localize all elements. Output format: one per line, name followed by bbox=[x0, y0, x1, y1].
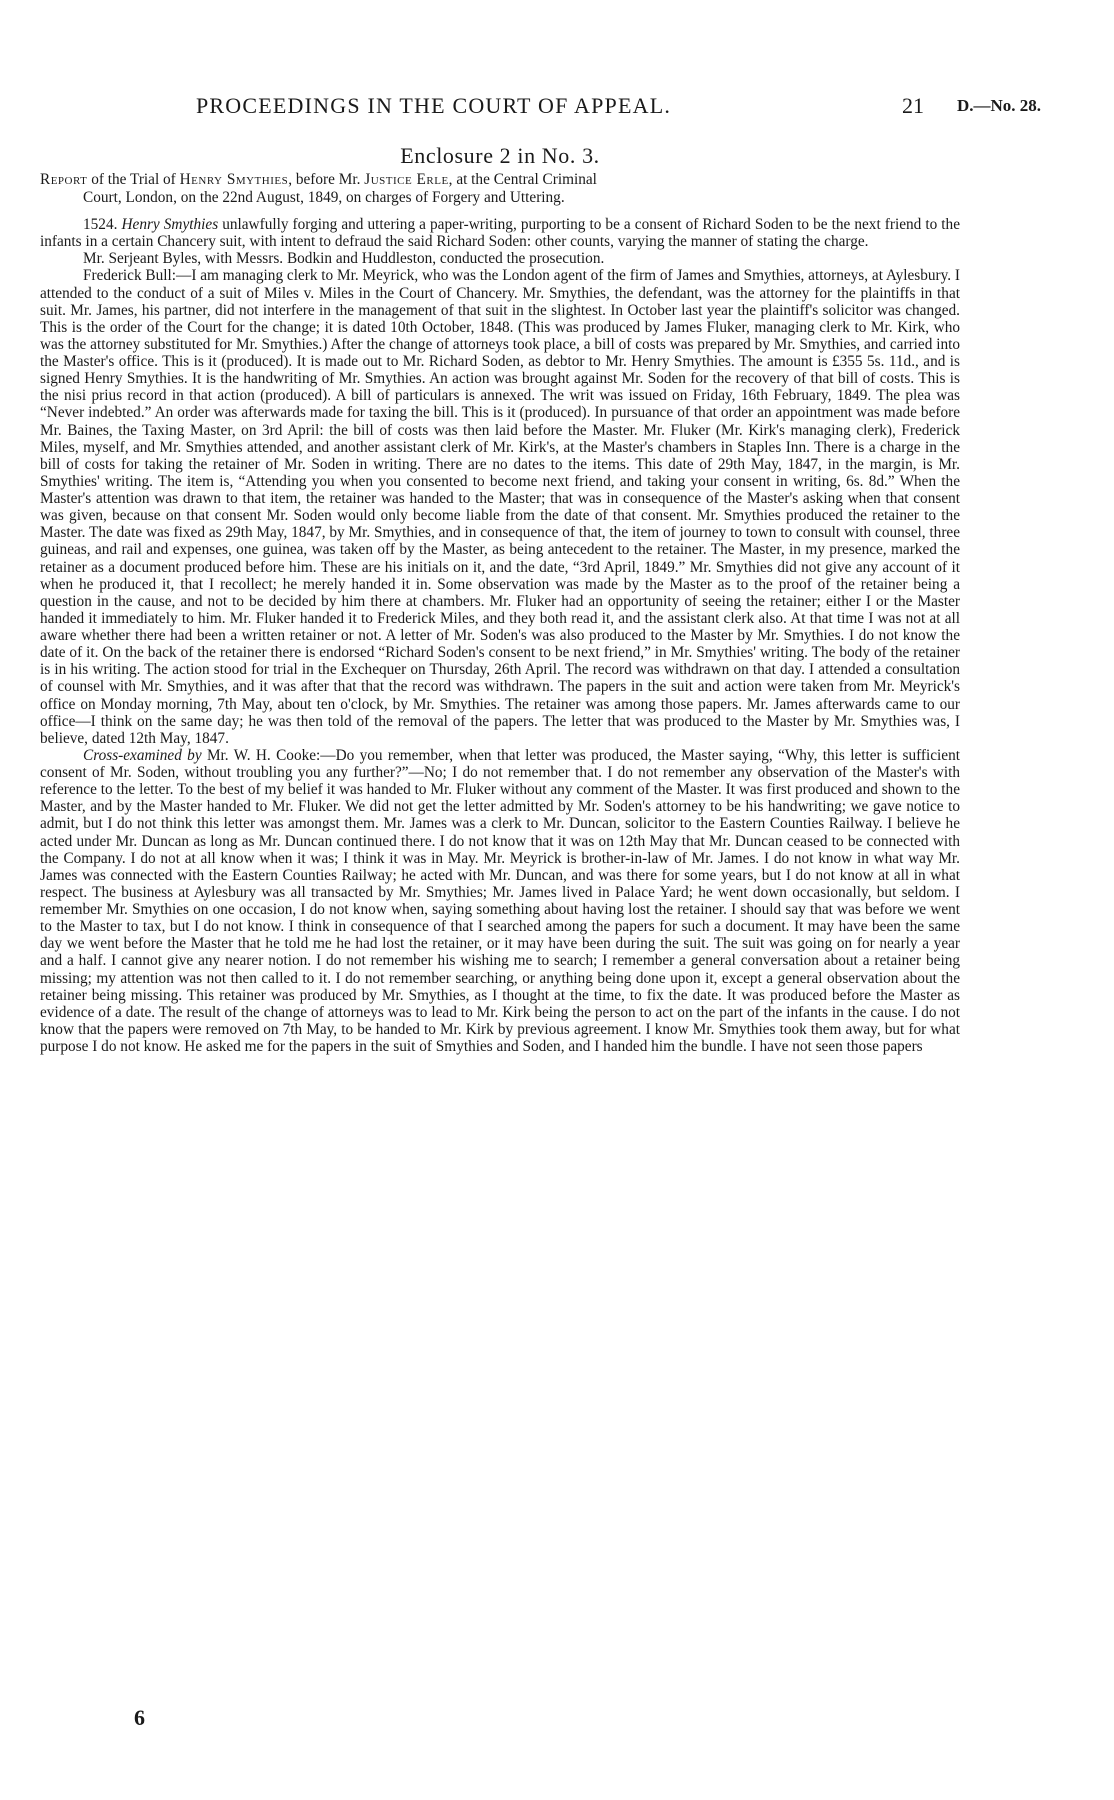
cross-examined-label: Cross-examined by bbox=[83, 746, 202, 764]
paragraph-testimony bbox=[40, 267, 960, 747]
judge-name: Justice Erle bbox=[364, 171, 449, 188]
defendant-italic: Henry Smythies bbox=[121, 216, 219, 233]
paragraph-text: unlawfully forging and uttering a paper-writing, purporting to be a consent of Richard Soden to be the next friend to the infants in a certain Chancery suit, with intent to defraud the said Richard Soden: other counts, varying the manner of stating the charge. bbox=[40, 216, 960, 251]
paragraph-counsel bbox=[40, 250, 960, 267]
signature-mark: 6 bbox=[134, 1705, 145, 1730]
paragraph-cross-examination bbox=[40, 747, 960, 1055]
document-body bbox=[40, 216, 960, 1055]
running-title: PROCEEDINGS IN THE COURT OF APPEAL. bbox=[196, 93, 672, 118]
paragraph-case-statement bbox=[40, 216, 960, 250]
page-header bbox=[40, 93, 1074, 123]
paragraph-text: Mr. Serjeant Byles, with Messrs. Bodkin and Huddleston, conducted the prosecution. bbox=[83, 250, 605, 268]
report-text-2: , before Mr. bbox=[288, 171, 365, 188]
defendant-name: Henry Smythies bbox=[179, 171, 289, 188]
report-word: Report bbox=[40, 171, 88, 188]
document-page bbox=[40, 0, 1074, 1800]
enclosure-title: Enclosure 2 in No. 3. bbox=[400, 143, 600, 168]
document-reference: D.—No. 28. bbox=[957, 96, 1042, 115]
page-number: 21 bbox=[902, 93, 924, 118]
report-text-1: of the Trial of bbox=[87, 171, 180, 188]
paragraph-text: Mr. W. H. Cooke:—Do you remember, when that letter was produced, the Master saying, “Why, this letter is sufficient consent of Mr. Soden, without troubling you any further?”—No; I do not remember that. I do not remember any observation of the Master's with reference to the letter. To the best of my belief it was handed to Mr. Fluker without any comment of the Master. It was first produced and shown to the Master, and by the Master handed to Mr. Fluker. We did not get the letter admitted by Mr. Soden's attorney to be his handwriting; we gave notice to admit, but I do not think this letter was amongst them. Mr. James was a clerk to Mr. Duncan, solicitor to the Eastern Counties Railway. I believe he acted under Mr. Duncan as long as Mr. Duncan continued there. I do not know that it was on 12th May that Mr. Duncan ceased to be connected with the Company. I do not at all know when it was; I think it was in May. Mr. Meyrick is brother-in-law of Mr. James. I do not know in what way Mr. James was connected with the Eastern Counties Railway; he acted with Mr. Duncan, and was there for some years, but I do not know at all in what respect. The business at Aylesbury was all transacted by Mr. Smythies; Mr. James lived in Palace Yard; he went down occasionally, but seldom. I remember Mr. Smythies on one occasion, I do not know when, saying something about having lost the retainer. I should say that was before we went to the Master to tax, but I do not know. I think in consequence of that I searched among the papers for such a document. It may have been the same day we went before the Master that he told me he had lost the retainer, or it may have been during the suit. The suit was going on for nearly a year and a half. I cannot give any nearer notion. I do not remember his wishing me to search; I remember a general conversation about a retainer being missing; my attention was not then called to it. I do not remember searching, or anything being done upon it, except a general observation about the retainer being missing. This retainer was produced by Mr. Smythies, as I thought at the time, to fix the date. It was produced before the Master as evidence of a date. The result of the change of attorneys was to lead to Mr. Kirk being the person to act on the part of the infants in the cause. I do not know that the papers were removed on 7th May, to be handed to Mr. Kirk by previous agreement. I know Mr. Smythies took them away, but for what purpose I do not know. He asked me for the papers in the suit of Smythies and Soden, and I handed him the bundle. I have not seen those papers bbox=[40, 746, 960, 1055]
paragraph-text: Frederick Bull:—I am managing clerk to Mr. Meyrick, who was the London agent of the firm of James and Smythies, attorneys, at Aylesbury. I attended to the conduct of a suit of Miles v. Miles in the Court of Chancery. Mr. Smythies, the defendant, was the attorney for the plaintiffs in that suit. Mr. James, his partner, did not interfere in the management of that suit in the slightest. In October last year the plaintiff's solicitor was changed. This is the order of the Court for the change; it is dated 10th October, 1848. (This was produced by James Fluker, managing clerk to Mr. Kirk, who was the attorney substituted for Mr. Smythies.) After the change of attorneys took place, a bill of costs was prepared by Mr. Smythies, and carried into the Master's office. This is it (produced). It is made out to Mr. Richard Soden, as debtor to Mr. Henry Smythies. The amount is £355 5s. 11d., and is signed Henry Smythies. It is the handwriting of Mr. Smythies. An action was brought against Mr. Soden for the recovery of that bill of costs. This is the nisi prius record in that action (produced). A bill of particulars is annexed. The writ was issued on Friday, 16th February, 1849. The plea was “Never indebted.” An order was afterwards made for taxing the bill. This is it (produced). In pursuance of that order an appointment was made before Mr. Baines, the Taxing Master, on 3rd April: the bill of costs was then laid before the Master. Mr. Fluker (Mr. Kirk's managing clerk), Frederick Miles, myself, and Mr. Smythies attended, and another assistant clerk of Mr. Kirk's, at the Master's chambers in Staples Inn. There is a charge in the bill of costs for taking the retainer of Mr. Soden in writing. There are no dates to the items. This date of 29th May, 1847, in the margin, is Mr. Smythies' writing. The item is, “Attending you when you consented to become next friend, and taking your consent in writing, 6s. 8d.” When the Master's attention was drawn to that item, the retainer was handed to the Master; that was in consequence of the Master's asking when that consent was given, because on that consent Mr. Soden would only become liable from the date of that consent. Mr. Smythies produced the retainer to the Master. The date was fixed as 29th May, 1847, by Mr. Smythies, and in consequence of that, the item of journey to town to consult with counsel, three guineas, and rail and expenses, one guinea, was taken off by the Master, as being antecedent to the retainer. The Master, in my presence, marked the retainer as a document produced before him. These are his initials on it, and the date, “3rd April, 1849.” Mr. Smythies did not give any account of it when he produced it, that I recollect; he merely handed it in. Some observation was made by the Master as to the proof of the retainer being a question in the cause, and not to be decided by him there at chambers. Mr. Fluker had an opportunity of seeing the retainer; either I or the Master handed it immediately to him. Mr. Fluker handed it to Frederick Miles, and they both read it, and the assistant clerk also. At that time I was not at all aware whether there had been a written retainer or not. A letter of Mr. Soden's was also produced to the Master by Mr. Smythies. I do not know the date of it. On the back of the retainer there is endorsed “Richard Soden's consent to be next friend,” in Mr. Smythies' writing. The body of the retainer is in his writing. The action stood for trial in the Exchequer on Thursday, 26th April. The record was withdrawn on that day. I attended a consultation of counsel with Mr. Smythies, and it was after that that the record was withdrawn. The papers in the suit and action were taken from Mr. Meyrick's office on Monday morning, 7th May, about ten o'clock, by Mr. Smythies. The retainer was among those papers. Mr. James afterwards came to our office—I think on the same day; he was then told of the removal of the papers. The letter that was produced to the Master by Mr. Smythies was, I believe, dated 12th May, 1847. bbox=[40, 267, 960, 747]
case-number: 1524. bbox=[83, 216, 122, 233]
report-line-2: Court, London, on the 22nd August, 1849, on charges of Forgery and Uttering. bbox=[83, 188, 565, 206]
report-text-3: , at the Central Criminal bbox=[448, 171, 597, 188]
report-heading bbox=[40, 171, 960, 206]
